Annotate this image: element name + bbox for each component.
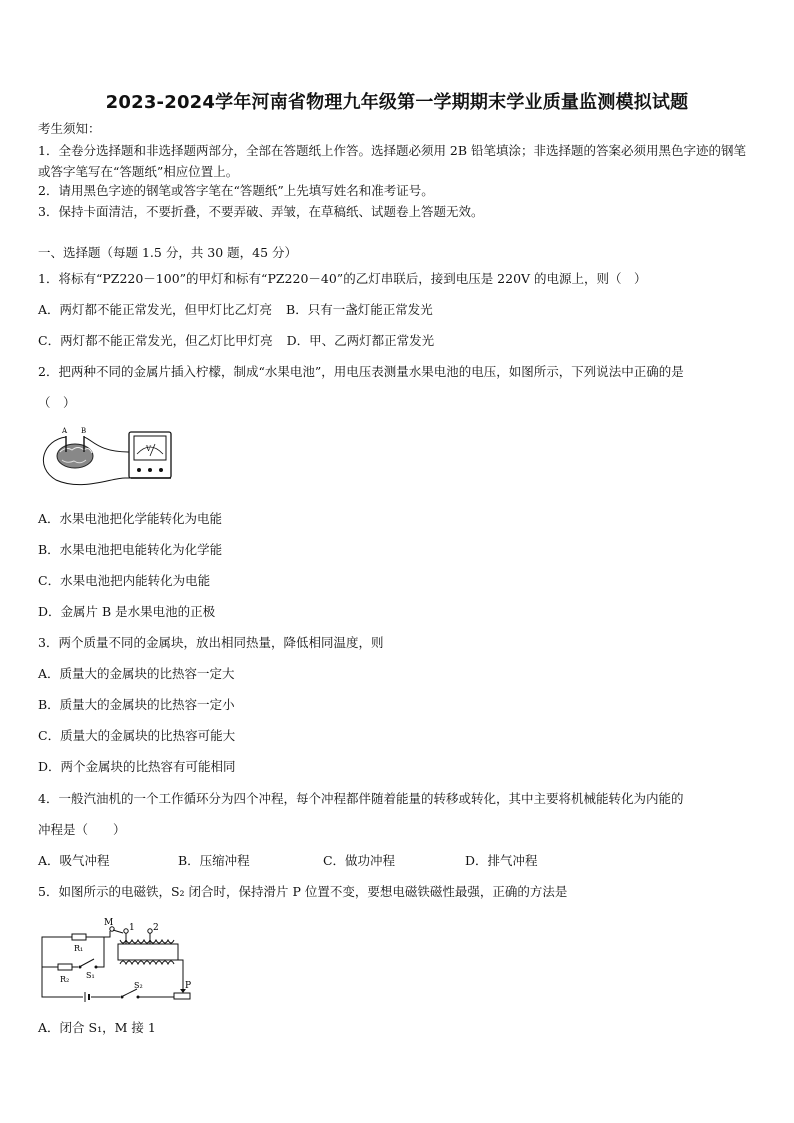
q1-option-b[interactable]: B．只有一盏灯能正常发光 xyxy=(286,302,433,317)
resistor-r1-label: R₁ xyxy=(74,944,84,953)
q3-option-b[interactable]: B．质量大的金属块的比热容一定小 xyxy=(38,697,235,712)
q2-option-c[interactable]: C．水果电池把内能转化为电能 xyxy=(38,573,211,588)
q5-stem: 5．如图所示的电磁铁，S₂ 闭合时，保持滑片 P 位置不变，要想电磁铁磁性最强，正确的方法是 xyxy=(38,884,568,899)
plate-b-label: B xyxy=(81,427,87,435)
q2-stem: 2．把两种不同的金属片插入柠檬，制成“水果电池”，用电压表测量水果电池的电压，如图所示，下列说法中正确的是 xyxy=(38,364,684,379)
tap-2-label: 2 xyxy=(153,923,159,933)
q5-option-a[interactable]: A．闭合 S₁，M 接 1 xyxy=(38,1020,156,1035)
switch-s2-label: S₂ xyxy=(134,981,143,990)
notice-heading: 考生须知： xyxy=(38,121,101,136)
q3-option-d[interactable]: D．两个金属块的比热容有可能相同 xyxy=(38,759,236,774)
notice-item-3: 3．保持卡面清洁，不要折叠，不要弄破、弄皱，在草稿纸、试题卷上答题无效。 xyxy=(38,204,484,219)
q2-option-d[interactable]: D．金属片 B 是水果电池的正极 xyxy=(38,604,216,619)
q1-option-a[interactable]: A．两灯都不能正常发光，但甲灯比乙灯亮 xyxy=(38,302,273,317)
q3-option-c[interactable]: C．质量大的金属块的比热容可能大 xyxy=(38,728,236,743)
q4-option-d[interactable]: D．排气冲程 xyxy=(464,853,538,868)
q4-option-a[interactable]: A．吸气冲程 xyxy=(38,853,110,868)
voltmeter-label: V xyxy=(146,445,152,453)
q2-option-a[interactable]: A．水果电池把化学能转化为电能 xyxy=(38,511,223,526)
fruit-battery-figure xyxy=(38,422,176,492)
slider-p-label: P xyxy=(185,981,192,991)
q1-option-c[interactable]: C．两灯都不能正常发光，但乙灯比甲灯亮 xyxy=(38,333,273,348)
tap-1-label: 1 xyxy=(129,923,135,933)
q1-stem: 1．将标有“PZ220－100”的甲灯和标有“PZ220－40”的乙灯串联后，接到电压是 220V 的电源上，则（ ） xyxy=(38,271,647,286)
q2-stem-blank: （ ） xyxy=(38,395,76,410)
q4-stem: 4．一般汽油机的一个工作循环分为四个冲程，每个冲程都伴随着能量的转移或转化，其中主要将机械能转化为内能的 xyxy=(38,791,684,806)
switch-s1-label: S₁ xyxy=(86,971,95,980)
page-title: 2023-2024学年河南省物理九年级第一学期期末学业质量监测模拟试题 xyxy=(105,92,689,113)
q3-option-a[interactable]: A．质量大的金属块的比热容一定大 xyxy=(38,666,235,681)
resistor-r2-label: R₂ xyxy=(60,975,70,984)
notice-item-2: 2．请用黑色字迹的钢笔或答字笔在“答题纸”上先填写姓名和准考证号。 xyxy=(38,183,434,198)
q2-option-b[interactable]: B．水果电池把电能转化为化学能 xyxy=(38,542,223,557)
q4-option-b[interactable]: B．压缩冲程 xyxy=(177,853,250,868)
q4-option-c[interactable]: C．做功冲程 xyxy=(322,853,396,868)
q1-option-d[interactable]: D．甲、乙两灯都正常发光 xyxy=(286,333,435,348)
plate-a-label: A xyxy=(62,427,68,435)
electromagnet-circuit-figure xyxy=(38,915,198,1003)
q4-stem-cont: 冲程是（ ） xyxy=(38,822,126,837)
section-heading: 一、选择题（每题 1.5 分，共 30 题，45 分） xyxy=(38,245,298,260)
q3-stem: 3．两个质量不同的金属块，放出相同热量，降低相同温度，则 xyxy=(38,635,384,650)
notice-item-1: 1．全卷分选择题和非选择题两部分，全部在答题纸上作答。选择题必须用 2B 铅笔填涂；非选择题的答案必须用黑色字迹的钢笔或答字笔写在“答题纸”相应位置上。 xyxy=(38,143,747,179)
terminal-m-label: M xyxy=(104,918,114,928)
